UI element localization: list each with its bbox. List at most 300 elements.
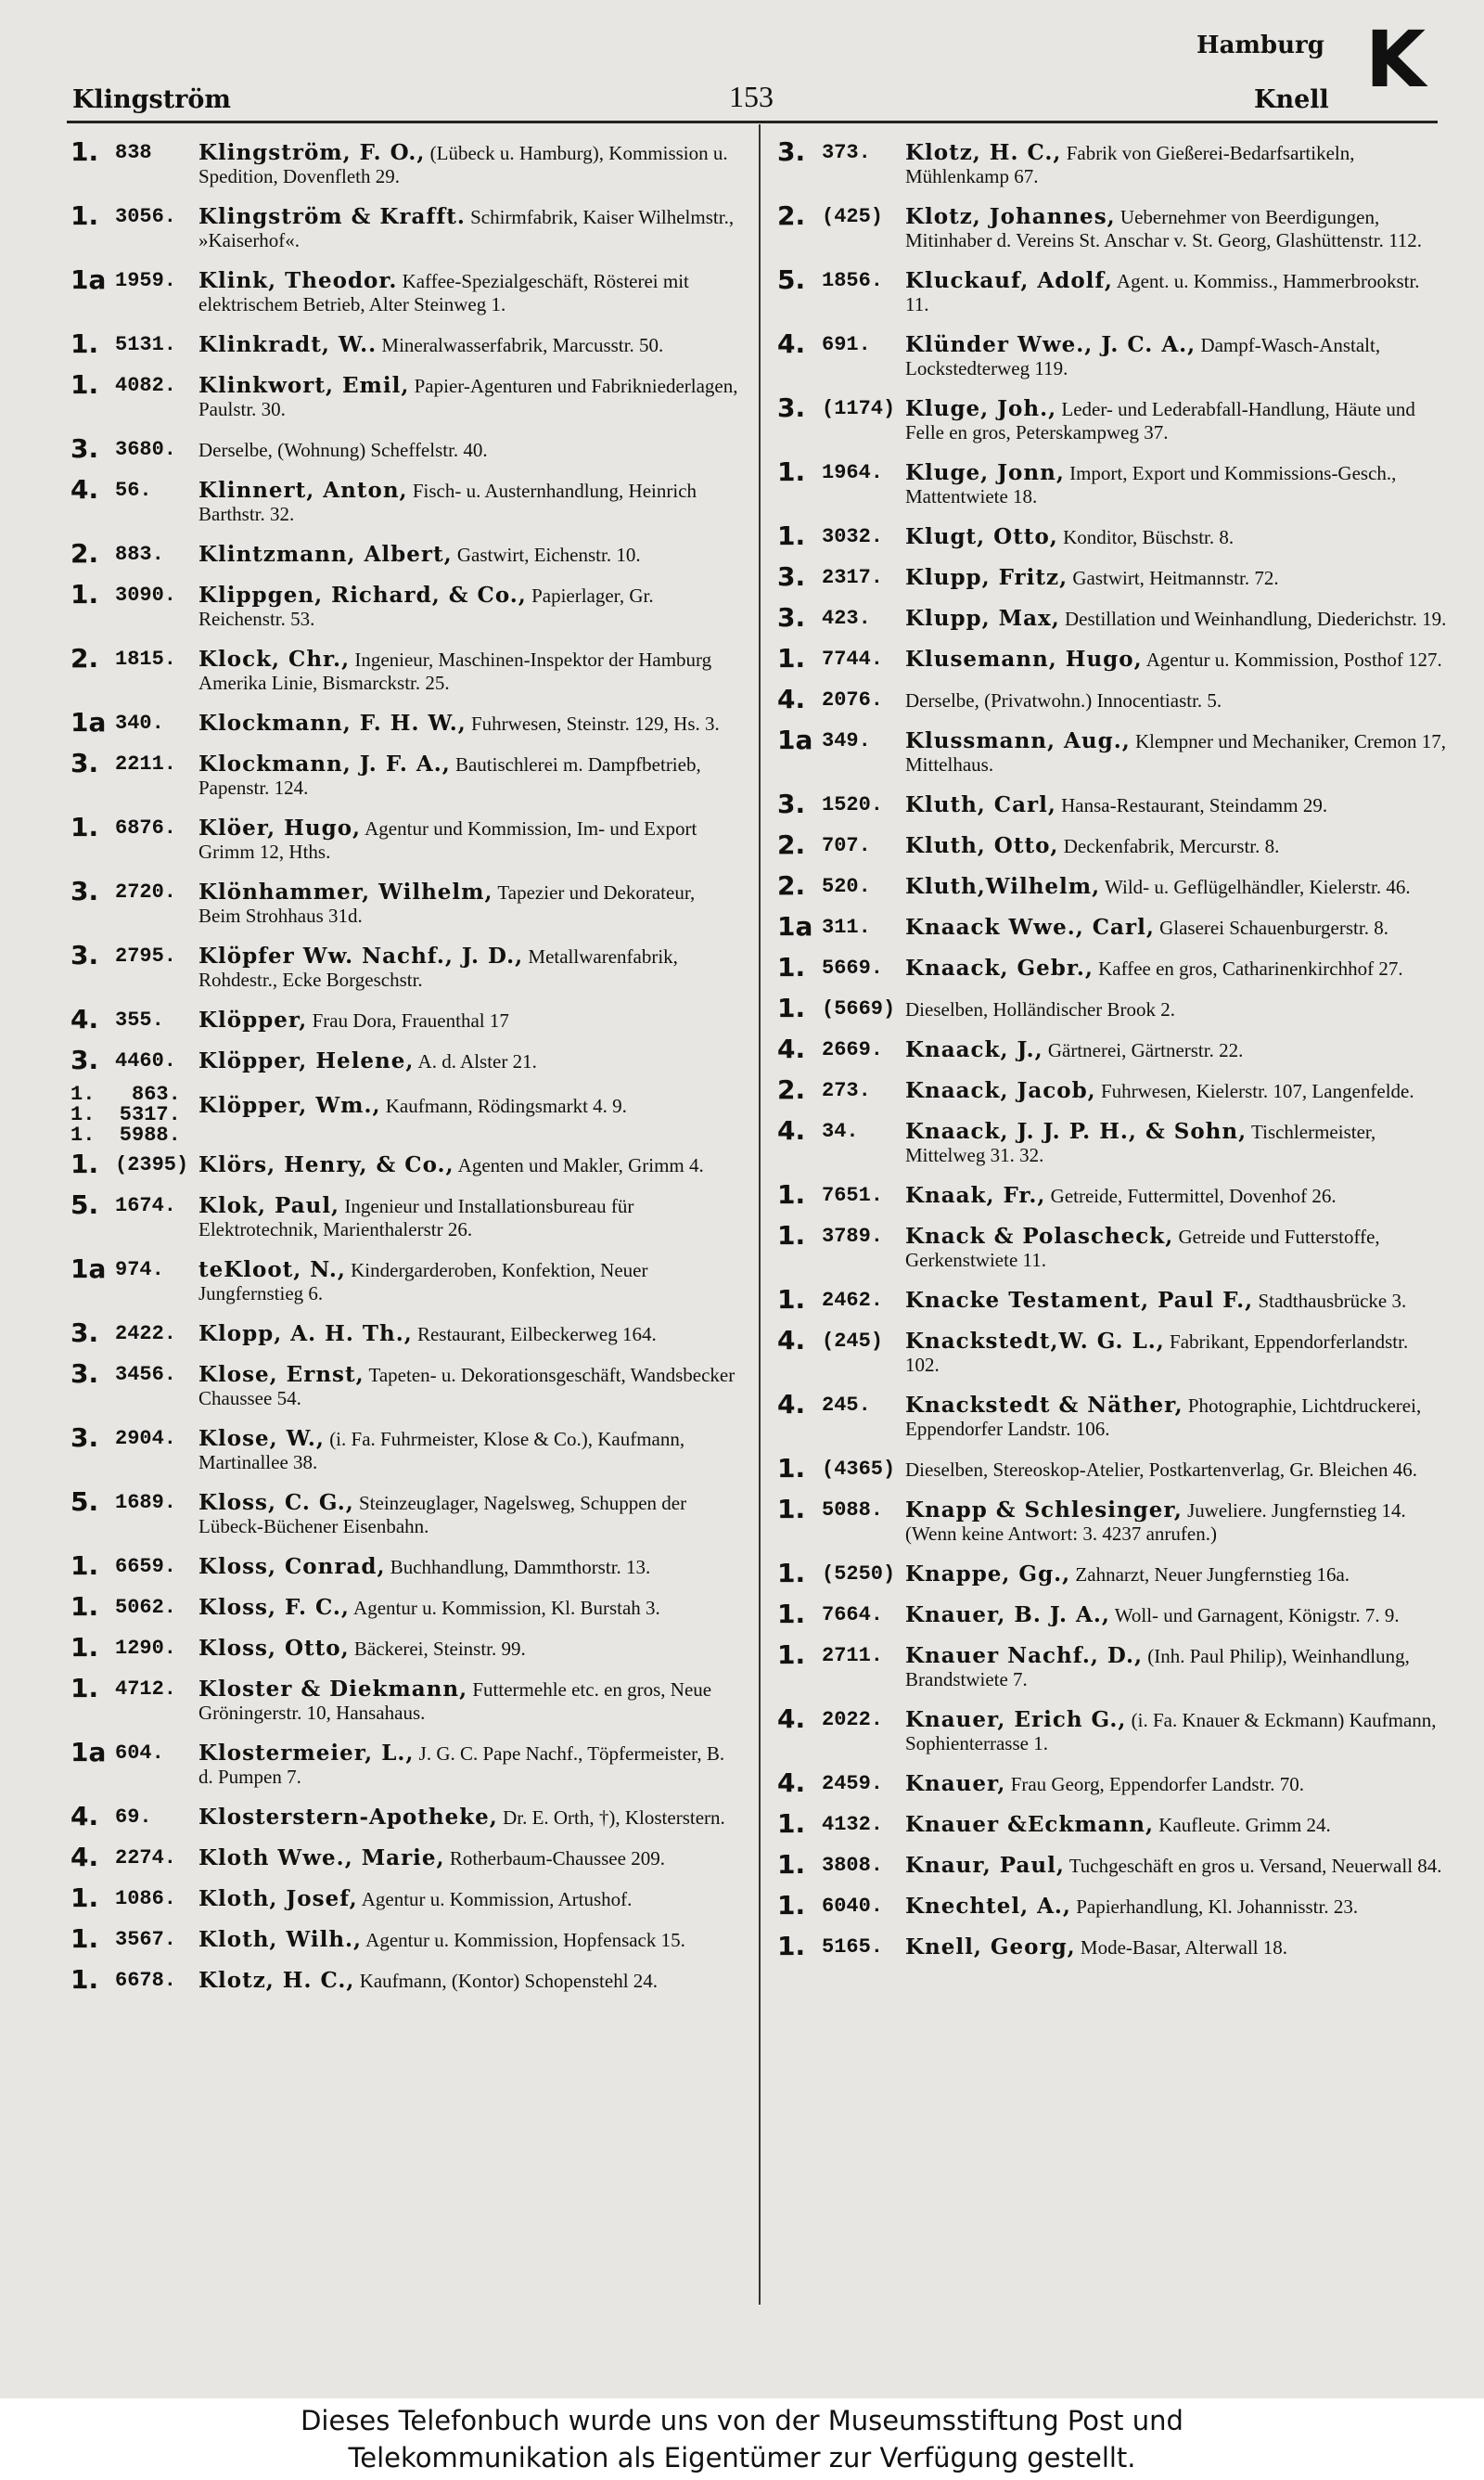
entry-name: Klotz, Johannes, (905, 204, 1116, 229)
phone-number: 2274. (115, 1846, 177, 1870)
entry-name: Kloster & Diekmann, (198, 1677, 468, 1702)
phone-number: 5165. (822, 1935, 884, 1959)
directory-entry (777, 200, 1447, 252)
entry-description: Photographie, Lichtdruckerei, Eppendorfer Landstr. 106. (905, 1394, 1422, 1440)
entry-description: Dampf-Wasch-Anstalt, Lockstedterweg 119. (905, 334, 1381, 379)
exchange-code: 1. (70, 1632, 99, 1663)
entry-description: Hansa-Restaurant, Steindamm 29. (1061, 794, 1328, 816)
phone-number: 34. (822, 1120, 859, 1143)
phone-number: (2395) (115, 1153, 189, 1176)
entry-description: Kaffee-Spezialgeschäft, Rösterei mit elektrischem Betrieb, Alter Steinweg 1. (198, 270, 689, 315)
entry-description: Steinzeuglager, Nagelsweg, Schuppen der Lübeck-Büchener Eisenbahn. (198, 1492, 687, 1537)
exchange-code: 1. (777, 1599, 806, 1629)
directory-entry (777, 1639, 1447, 1691)
directory-entry (70, 1253, 740, 1305)
entry-description: Fuhrwesen, Kielerstr. 107, Langenfelde. (1100, 1080, 1414, 1102)
directory-entry (777, 1931, 1447, 1961)
exchange-code: 1. (777, 643, 806, 674)
exchange-code: 1. (70, 1591, 99, 1622)
phone-number: 349. (822, 729, 871, 752)
entry-description: Derselbe, (Wohnung) Scheffelstr. 40. (198, 439, 488, 461)
entry-description: Wild- u. Geflügelhändler, Kielerstr. 46. (1105, 876, 1411, 898)
phone-number: 1815. (115, 648, 177, 671)
entry-description: A. d. Alster 21. (417, 1050, 537, 1073)
entry-name: Klinnert, Anton, (198, 478, 408, 503)
entry-description: Fuhrwesen, Steinstr. 129, Hs. 3. (471, 713, 720, 735)
entry-description: Zahnarzt, Neuer Jungfernstieg 16a. (1075, 1563, 1350, 1586)
phone-number: 1290. (115, 1637, 177, 1660)
phone-number: 2076. (822, 688, 884, 712)
exchange-code: 2. (777, 200, 806, 231)
entry-name: Klusemann, Hugo, (905, 647, 1143, 672)
exchange-code: 4. (777, 1703, 806, 1734)
directory-entry (777, 392, 1447, 444)
phone-number: 7744. (822, 648, 884, 671)
directory-entry (70, 1149, 740, 1179)
entry-description: Rotherbaum-Chaussee 209. (449, 1847, 665, 1870)
entry-description: Agentur u. Kommission, Hopfensack 15. (365, 1929, 685, 1951)
entry-description: Getreide, Futtermittel, Dovenhof 26. (1050, 1185, 1337, 1207)
exchange-code: 3. (70, 748, 99, 778)
directory-entry (70, 1358, 740, 1410)
entry-description: Schirmfabrik, Kaiser Wilhelmstr., »Kaiserhof«. (198, 206, 735, 251)
directory-entry (777, 561, 1447, 592)
directory-entry (70, 940, 740, 992)
entry-name: Kloth Wwe., Marie, (198, 1845, 445, 1870)
exchange-code: 1a (777, 911, 813, 942)
exchange-code: 3. (70, 433, 99, 464)
entry-name: Knackstedt & Näther, (905, 1393, 1183, 1418)
phone-number: 838 (115, 141, 152, 164)
entry-name: Knaack, Gebr., (905, 956, 1094, 981)
directory-entry (777, 725, 1447, 777)
entry-description: Dieselben, Stereoskop-Atelier, Postkartenverlag, Gr. Bleichen 46. (905, 1458, 1418, 1481)
exchange-code: 1. (777, 1849, 806, 1880)
entry-description: Agentur u. Kommission, Artushof. (361, 1888, 633, 1910)
entry-name: Knapp & Schlesinger, (905, 1497, 1183, 1523)
phone-number: 1856. (822, 269, 884, 292)
directory-entry (777, 1849, 1447, 1880)
entry-description: Kindergarderoben, Konfektion, Neuer Jungfernstieg 6. (198, 1259, 648, 1304)
phone-number: 2211. (115, 752, 177, 776)
phone-number: 883. (115, 543, 164, 566)
directory-entry-multi (70, 1083, 740, 1147)
left-column (70, 136, 740, 2010)
exchange-code: 4. (70, 1801, 99, 1831)
entry-name: Klöpper, (198, 1008, 308, 1033)
entry-description: Frau Georg, Eppendorfer Landstr. 70. (1010, 1773, 1304, 1795)
entry-name: Knack & Polascheck, (905, 1224, 1174, 1249)
directory-entry (777, 1389, 1447, 1441)
exchange-code: 1. (70, 1673, 99, 1703)
directory-entry (70, 579, 740, 631)
directory-entry (70, 1801, 740, 1831)
phone-number: 1959. (115, 269, 177, 292)
exchange-code: 1a (70, 707, 107, 738)
entry-description: Woll- und Garnagent, Königstr. 7. 9. (1114, 1604, 1400, 1626)
phone-number: 273. (822, 1079, 871, 1102)
exchange-code: 1. (777, 1179, 806, 1210)
entry-name: Knaak, Fr., (905, 1183, 1046, 1208)
entry-description: Getreide und Futterstoffe, Gerkenstwiete 11. (905, 1226, 1380, 1271)
entry-description: Dieselben, Holländischer Brook 2. (905, 998, 1176, 1021)
entry-name: Kluth, Otto, (905, 833, 1059, 858)
phone-number-line: 1. 5317. (70, 1103, 181, 1126)
entry-description: Metallwarenfabrik, Rohdestr., Ecke Borgeschstr. (198, 945, 678, 991)
entry-description: Fabrik von Gießerei-Bedarfsartikeln, Mühlenkamp 67. (905, 142, 1355, 187)
phone-number: 355. (115, 1009, 164, 1032)
entry-description: Tapezier und Dekorateur, Beim Strohhaus 31d. (198, 881, 696, 927)
entry-description: Klempner und Mechaniker, Cremon 17, Mittelhaus. (905, 730, 1447, 776)
entry-name: Klingström, F. O., (198, 140, 426, 165)
entry-name: Klinkwort, Emil, (198, 373, 410, 398)
entry-name: Klingström & Krafft. (198, 204, 466, 229)
entry-description: Fisch- u. Austernhandlung, Heinrich Barthstr. 32. (198, 480, 697, 525)
column-divider (759, 124, 761, 2305)
directory-entry (70, 707, 740, 738)
entry-name: Klinkradt, W.. (198, 332, 377, 357)
phone-number: 5669. (822, 957, 884, 980)
entry-name: Klock, Chr., (198, 647, 351, 672)
entry-description: Leder- und Lederabfall-Handlung, Häute und Felle en gros, Peterskampweg 37. (905, 398, 1415, 443)
header-last-entry: Knell (1254, 85, 1329, 114)
exchange-code: 1a (70, 1737, 107, 1767)
exchange-code: 4. (777, 1767, 806, 1798)
entry-name: Klink, Theodor. (198, 268, 398, 293)
entry-description: Kaufleute. Grimm 24. (1158, 1814, 1331, 1836)
directory-entry (70, 1004, 740, 1034)
entry-name: Klöpfer Ww. Nachf., J. D., (198, 944, 524, 969)
entry-name: Knauer, B. J. A., (905, 1602, 1110, 1627)
entry-name: Klotz, H. C., (905, 140, 1062, 165)
directory-entry (70, 812, 740, 864)
entry-description: Papierlager, Gr. Reichenstr. 53. (198, 585, 654, 630)
exchange-code: 1. (777, 520, 806, 551)
exchange-code: 1. (777, 1931, 806, 1961)
exchange-code: 3. (777, 602, 806, 633)
phone-numbers (70, 1085, 181, 1146)
exchange-code: 3. (70, 1422, 99, 1453)
phone-number: 311. (822, 916, 871, 939)
entry-description: Futtermehle etc. en gros, Neue Gröningerstr. 10, Hansahaus. (198, 1678, 712, 1724)
phone-number: 1674. (115, 1194, 177, 1217)
phone-number: 1964. (822, 461, 884, 484)
exchange-code: 2. (777, 1074, 806, 1105)
phone-number: 2904. (115, 1427, 177, 1450)
entry-description: Bautischlerei m. Dampfbetrieb, Papenstr. 124. (198, 753, 701, 799)
directory-entry (777, 1115, 1447, 1167)
exchange-code: 1. (777, 1639, 806, 1670)
entry-name: Klupp, Max, (905, 606, 1060, 631)
directory-entry (70, 1632, 740, 1663)
phone-number: 2422. (115, 1322, 177, 1345)
phone-number: 2795. (115, 944, 177, 968)
exchange-code: 1a (777, 725, 813, 755)
directory-entry (70, 1964, 740, 1995)
exchange-code: 5. (777, 264, 806, 295)
phone-number: 2462. (822, 1289, 884, 1312)
phone-number: 2669. (822, 1038, 884, 1061)
entry-name: Kluckauf, Adolf, (905, 268, 1113, 293)
exchange-code: 3. (777, 136, 806, 167)
phone-number: 1520. (822, 793, 884, 816)
directory-entry (777, 1179, 1447, 1210)
header-letter: K (1365, 14, 1426, 105)
entry-description: Mineralwasserfabrik, Marcusstr. 50. (381, 334, 664, 356)
exchange-code: 1. (777, 1890, 806, 1921)
phone-number: 245. (822, 1394, 871, 1417)
entry-name: Klosterstern-Apotheke, (198, 1805, 498, 1830)
entry-name: teKloot, N., (198, 1257, 346, 1282)
entry-name: Knell, Georg, (905, 1934, 1076, 1960)
entry-description: Tapeten- u. Dekorationsgeschäft, Wandsbecker Chaussee 54. (198, 1364, 736, 1409)
entry-description: Restaurant, Eilbeckerweg 164. (416, 1323, 657, 1345)
directory-entry (70, 643, 740, 695)
entry-name: Kloth, Wilh., (198, 1927, 363, 1952)
entry-description: Agentur und Kommission, Im- und Export Grimm 12, Hths. (198, 817, 697, 863)
phone-number: (5250) (822, 1562, 896, 1586)
entry-name: Klöer, Hugo, (198, 816, 362, 841)
entry-description: (i. Fa. Knauer & Eckmann) Kaufmann, Sophienterrasse 1. (905, 1709, 1437, 1754)
right-column (777, 136, 1447, 1976)
entry-description: Deckenfabrik, Mercurstr. 8. (1063, 835, 1280, 857)
directory-entry (70, 1550, 740, 1581)
entry-name: Klünder Wwe., J. C. A., (905, 332, 1196, 357)
directory-entry (70, 136, 740, 188)
entry-name: Klockmann, F. H. W., (198, 711, 467, 736)
entry-description: Destillation und Weinhandlung, Diederichstr. 19. (1064, 608, 1447, 630)
entry-description: Glaserei Schauenburgerstr. 8. (1159, 917, 1388, 939)
exchange-code: 1. (777, 952, 806, 983)
exchange-code: 3. (70, 876, 99, 906)
entry-description: Agentur u. Kommission, Posthof 127. (1145, 649, 1442, 671)
directory-entry (777, 789, 1447, 819)
directory-entry (70, 1737, 740, 1789)
exchange-code: 1. (70, 200, 99, 231)
directory-entry (777, 684, 1447, 714)
entry-description: Papierhandlung, Kl. Johannisstr. 23. (1076, 1895, 1359, 1918)
entry-name: Klotz, H. C., (198, 1968, 355, 1993)
phone-number: 707. (822, 834, 871, 857)
entry-name: Kluth,Wilhelm, (905, 874, 1101, 899)
entry-name: Knacke Testament, Paul F., (905, 1288, 1254, 1313)
directory-entry (777, 911, 1447, 942)
phone-number: 3090. (115, 584, 177, 607)
entry-description: Papier-Agenturen und Fabrikniederlagen, Paulstr. 30. (198, 375, 738, 420)
exchange-code: 4. (777, 328, 806, 359)
directory-entry (777, 870, 1447, 901)
entry-description: Fabrikant, Eppendorferlandstr. 102. (905, 1330, 1409, 1376)
entry-description: Bäckerei, Steinstr. 99. (353, 1638, 526, 1660)
phone-number: 5062. (115, 1596, 177, 1619)
directory-entry (777, 952, 1447, 983)
phone-number: 520. (822, 875, 871, 898)
phone-number: 974. (115, 1258, 164, 1281)
exchange-code: 1. (70, 812, 99, 842)
phone-number: 1086. (115, 1887, 177, 1910)
phone-number: 691. (822, 333, 871, 356)
exchange-code: 1. (70, 136, 99, 167)
exchange-code: 1. (70, 1923, 99, 1954)
exchange-code: 3. (777, 561, 806, 592)
exchange-code: 1. (777, 456, 806, 487)
entry-description: Konditor, Büschstr. 8. (1063, 526, 1235, 548)
exchange-code: 1a (70, 1253, 107, 1284)
directory-entry (777, 1558, 1447, 1588)
directory-entry (70, 538, 740, 569)
entry-name: Knaack, Jacob, (905, 1078, 1096, 1103)
entry-name: Klok, Paul, (198, 1193, 340, 1218)
directory-entry (777, 1890, 1447, 1921)
directory-entry (70, 1189, 740, 1241)
directory-entry (777, 829, 1447, 860)
exchange-code: 2. (70, 538, 99, 569)
header-rule (67, 121, 1438, 123)
exchange-code: 1. (70, 369, 99, 400)
directory-entry (70, 876, 740, 928)
exchange-code: 4. (777, 1389, 806, 1420)
directory-entry (777, 1453, 1447, 1484)
phone-number: 604. (115, 1741, 164, 1765)
phone-number: 6659. (115, 1555, 177, 1578)
entry-description: Buchhandlung, Dammthorstr. 13. (390, 1556, 651, 1578)
exchange-code: 1. (777, 1808, 806, 1839)
phone-number: 56. (115, 479, 152, 502)
directory-entry (70, 369, 740, 421)
phone-number: 6678. (115, 1969, 177, 1992)
entry-description: Import, Export und Kommissions-Gesch., Mattentwiete 18. (905, 462, 1397, 508)
directory-entry (70, 264, 740, 316)
phone-number: 69. (115, 1805, 152, 1829)
phone-number: 3032. (822, 525, 884, 548)
entry-name: Knaack, J., (905, 1037, 1043, 1062)
phone-number: 3808. (822, 1854, 884, 1877)
directory-entry (777, 328, 1447, 380)
phone-number: 3789. (822, 1225, 884, 1248)
entry-name: Knauer, (905, 1771, 1006, 1796)
entry-name: Kloss, Otto, (198, 1636, 350, 1661)
phone-number: (5669) (822, 997, 896, 1021)
phone-number: 3567. (115, 1928, 177, 1951)
phone-number: (1174) (822, 397, 896, 420)
exchange-code: 1. (70, 1550, 99, 1581)
entry-name: Knauer, Erich G., (905, 1707, 1127, 1732)
entry-description: Gastwirt, Heitmannstr. 72. (1072, 567, 1279, 589)
phone-number: (4365) (822, 1458, 896, 1481)
directory-entry (70, 474, 740, 526)
entry-description: Juweliere. Jungfernstieg 14. (Wenn keine Antwort: 3. 4237 anrufen.) (905, 1499, 1406, 1545)
entry-name: Kluth, Carl, (905, 792, 1056, 817)
entry-name: Kluge, Joh., (905, 396, 1057, 421)
directory-entry (70, 1486, 740, 1538)
directory-entry (777, 136, 1447, 188)
exchange-code: 3. (777, 392, 806, 423)
phone-number: 423. (822, 607, 871, 630)
directory-entry (777, 264, 1447, 316)
directory-entry (70, 433, 740, 464)
exchange-code: 3. (70, 1358, 99, 1389)
entry-name: Klupp, Fritz, (905, 565, 1068, 590)
footer-notice (0, 2398, 1484, 2480)
entry-name: Klostermeier, L., (198, 1741, 415, 1766)
directory-entry (70, 748, 740, 800)
directory-entry (777, 1494, 1447, 1546)
directory-entry (70, 200, 740, 252)
exchange-code: 3. (70, 1045, 99, 1075)
entry-description: Derselbe, (Privatwohn.) Innocentiastr. 5. (905, 689, 1222, 712)
phone-number: 7664. (822, 1603, 884, 1626)
exchange-code: 1. (777, 1558, 806, 1588)
exchange-code: 2. (70, 643, 99, 674)
directory-entry (777, 1284, 1447, 1315)
directory-entry (70, 1422, 740, 1474)
exchange-code: 4. (70, 1842, 99, 1872)
footer-line-1: Dieses Telefonbuch wurde uns von der Museumsstiftung Post und (301, 2405, 1183, 2436)
exchange-code: 1. (70, 579, 99, 610)
directory-entry (777, 1767, 1447, 1798)
exchange-code: 1. (70, 1149, 99, 1179)
exchange-code: 4. (777, 684, 806, 714)
entry-description: J. G. C. Pape Nachf., Töpfermeister, B. d. Pumpen 7. (198, 1742, 725, 1788)
phone-number: (425) (822, 205, 884, 228)
directory-entry (777, 520, 1447, 551)
exchange-code: 1. (70, 1964, 99, 1995)
phone-number: 3056. (115, 205, 177, 228)
phone-number: 2720. (115, 880, 177, 904)
phone-number: 373. (822, 141, 871, 164)
entry-description: Dr. E. Orth, †), Klosterstern. (503, 1806, 725, 1829)
exchange-code: 4. (70, 474, 99, 505)
exchange-code: 1. (777, 1494, 806, 1524)
phone-number: 4132. (822, 1813, 884, 1836)
entry-name: Knaack Wwe., Carl, (905, 915, 1155, 940)
exchange-code: 3. (777, 789, 806, 819)
directory-entry (777, 1703, 1447, 1755)
directory-entry (777, 1074, 1447, 1105)
phone-number: 5088. (822, 1498, 884, 1522)
exchange-code: 1a (70, 264, 107, 295)
entry-name: Knauer &Eckmann, (905, 1812, 1155, 1837)
entry-description: Kaufmann, (Kontor) Schopenstehl 24. (359, 1970, 659, 1992)
entry-name: Klörs, Henry, & Co., (198, 1152, 454, 1177)
directory-entry (70, 1923, 740, 1954)
entry-description: Mode-Basar, Alterwall 18. (1080, 1936, 1288, 1959)
exchange-code: 4. (777, 1115, 806, 1146)
phone-number: 6876. (115, 816, 177, 840)
exchange-code: 4. (70, 1004, 99, 1034)
header-first-entry: Klingström (72, 85, 231, 114)
exchange-code: 5. (70, 1486, 99, 1517)
phone-number: 4712. (115, 1677, 177, 1701)
directory-entry (777, 643, 1447, 674)
entry-description: Ingenieur und Installationsbureau für Elektrotechnik, Marienthalerstr 26. (198, 1195, 634, 1240)
entry-description: Agenten und Makler, Grimm 4. (457, 1154, 704, 1176)
entry-description: Kaufmann, Rödingsmarkt 4. 9. (385, 1095, 627, 1117)
entry-description: Gastwirt, Eichenstr. 10. (456, 544, 641, 566)
entry-name: Klöpper, Wm., (198, 1093, 381, 1118)
entry-name: Knaack, J. J. P. H., & Sohn, (905, 1119, 1247, 1144)
directory-entry (777, 1034, 1447, 1064)
directory-entry (777, 993, 1447, 1023)
exchange-code: 1. (777, 993, 806, 1023)
directory-entry (70, 1673, 740, 1725)
exchange-code: 3. (70, 1317, 99, 1348)
entry-name: Kloth, Josef, (198, 1886, 358, 1911)
entry-name: Klintzmann, Albert, (198, 542, 453, 567)
entry-name: Klockmann, J. F. A., (198, 752, 451, 777)
entry-name: Klöpper, Helene, (198, 1048, 415, 1073)
header-city: Hamburg (1196, 32, 1324, 59)
